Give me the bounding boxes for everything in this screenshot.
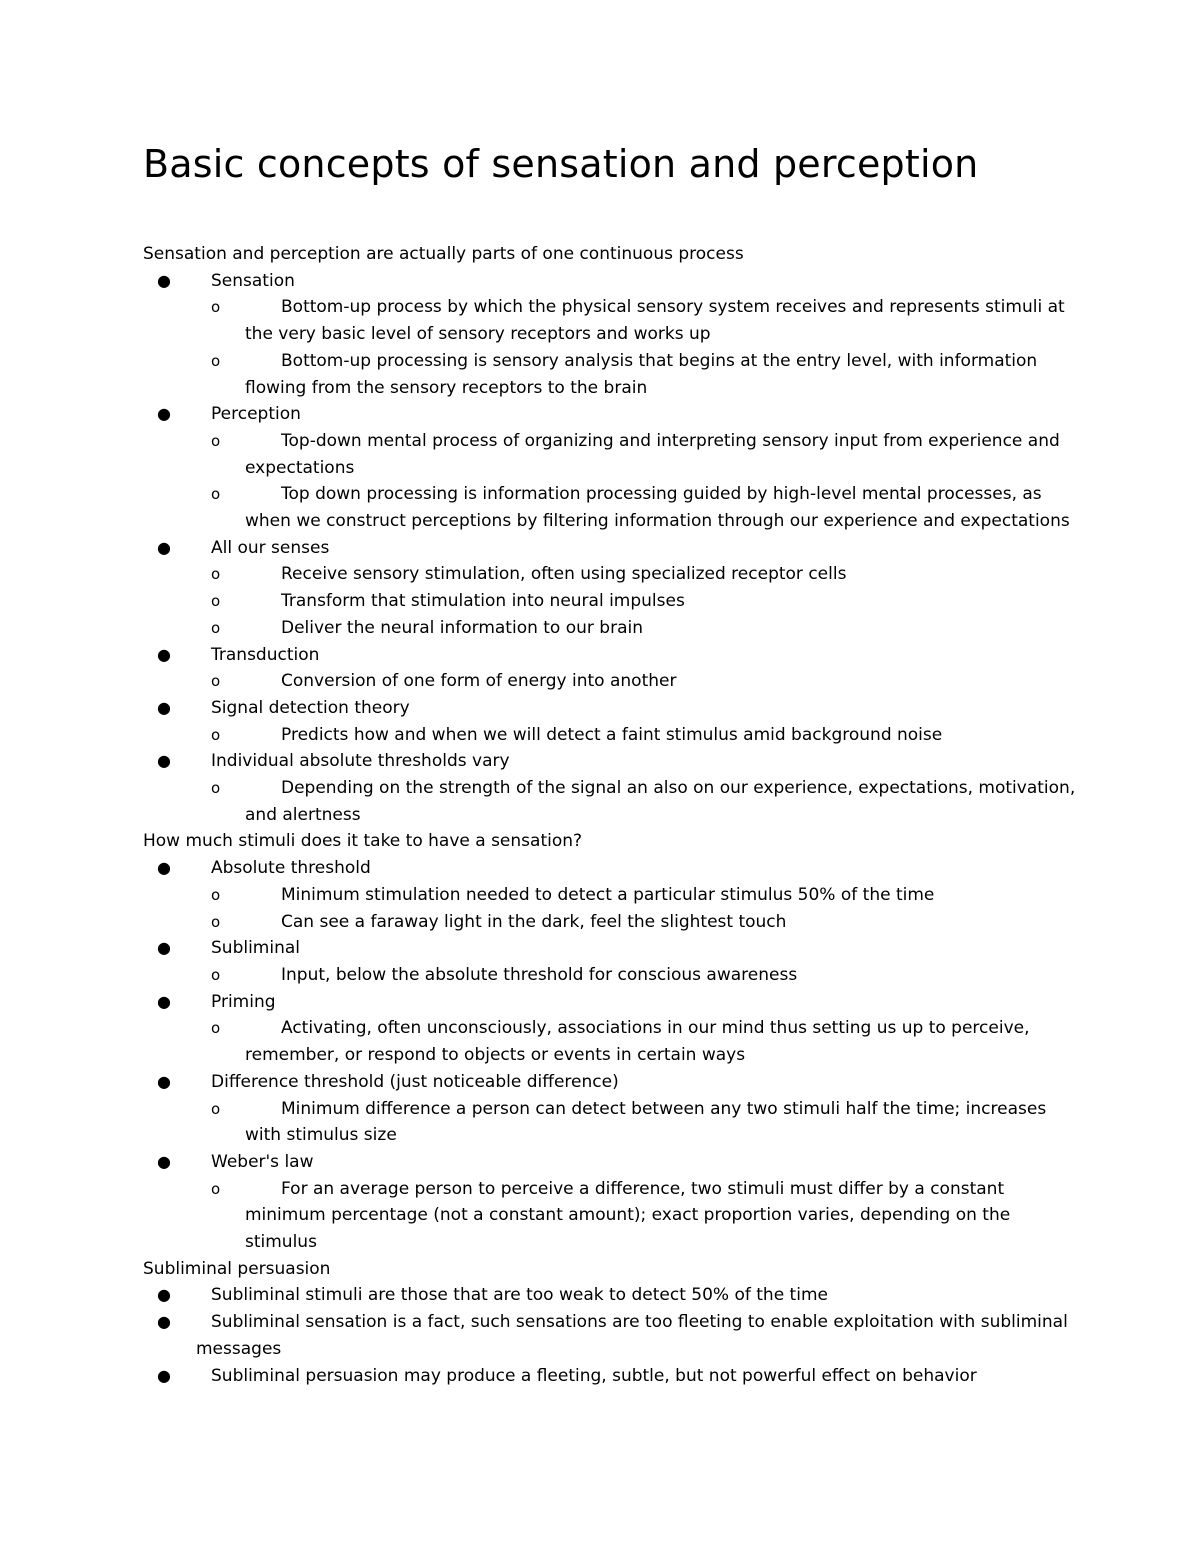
bullet-icon: ● xyxy=(157,858,171,878)
circle-bullet-icon: o xyxy=(211,618,221,637)
sub-item: o Top-down mental process of organizing and interpreting sensory input from experience and expectations xyxy=(211,428,1083,481)
list-item: ● Transduction o Conversion of one form of energy into another xyxy=(143,642,1083,695)
circle-bullet-icon: o xyxy=(211,965,221,984)
circle-bullet-icon: o xyxy=(211,779,221,798)
list-item: ● Subliminal stimuli are those that are too weak to detect 50% of the time xyxy=(143,1282,1083,1309)
list-item: ● Perception o Top-down mental process of organizing and interpreting sensory input from experience and expectations o Top down processing is information processing guided by high-level mental processes, as when we construct perceptions by filtering information through our experience and expectations xyxy=(143,401,1083,535)
bullet-icon: ● xyxy=(157,938,171,958)
bullet-icon: ● xyxy=(157,644,171,664)
document-title: Basic concepts of sensation and perception xyxy=(143,142,979,186)
section-heading: Subliminal persuasion xyxy=(143,1258,331,1279)
sub-item: o Conversion of one form of energy into another xyxy=(211,668,1083,695)
sub-item: o Receive sensory stimulation, often using specialized receptor cells xyxy=(211,561,1083,588)
sub-item: o Activating, often unconsciously, associations in our mind thus setting us up to perceive, remember, or respond to objects or events in certain ways xyxy=(211,1015,1083,1068)
bullet-icon: ● xyxy=(157,537,171,557)
sub-list xyxy=(211,294,1083,401)
list-item: ● Individual absolute thresholds vary o Depending on the strength of the signal an also on our experience, expectations, motivation, and alertness xyxy=(143,748,1083,828)
sub-list xyxy=(211,882,1083,935)
bullet-icon: ● xyxy=(157,1151,171,1171)
bullet-icon: ● xyxy=(157,1365,171,1385)
section-heading: How much stimuli does it take to have a sensation? xyxy=(143,831,583,852)
circle-bullet-icon: o xyxy=(211,1019,221,1038)
list-item: ● Difference threshold (just noticeable difference) o Minimum difference a person can detect between any two stimuli half the time; increases with stimulus size xyxy=(143,1069,1083,1149)
sub-list xyxy=(211,775,1083,828)
circle-bullet-icon: o xyxy=(211,912,221,931)
sub-list xyxy=(211,962,1083,989)
bullet-icon: ● xyxy=(157,270,171,290)
circle-bullet-icon: o xyxy=(211,725,221,744)
list-item: ● Weber's law o For an average person to perceive a difference, two stimuli must differ by a constant minimum percentage (not a constant amount); exact proportion varies, depending on the stimulus xyxy=(143,1149,1083,1256)
circle-bullet-icon: o xyxy=(211,351,221,370)
sub-list xyxy=(211,428,1083,535)
bullet-icon: ● xyxy=(157,1312,171,1332)
list-item: ● Subliminal persuasion may produce a fleeting, subtle, but not powerful effect on behavior xyxy=(143,1363,1083,1390)
sub-list xyxy=(211,722,1083,749)
list-item: ● Subliminal sensation is a fact, such sensations are too fleeting to enable exploitation with subliminal messages xyxy=(143,1309,1083,1362)
sub-list xyxy=(211,561,1083,641)
circle-bullet-icon: o xyxy=(211,431,221,450)
circle-bullet-icon: o xyxy=(211,885,221,904)
bullet-icon: ● xyxy=(157,751,171,771)
bullet-list xyxy=(143,268,1083,829)
list-item: ● Signal detection theory o Predicts how and when we will detect a faint stimulus amid background noise xyxy=(143,695,1083,748)
list-item: ● Sensation o Bottom-up process by which the physical sensory system receives and represents stimuli at the very basic level of sensory receptors and works up o Bottom-up processing is sensory analysis that begins at the entry level, with information flowing from the sensory receptors to the brain xyxy=(143,268,1083,402)
circle-bullet-icon: o xyxy=(211,565,221,584)
sub-item: o Top down processing is information processing guided by high-level mental processes, as when we construct perceptions by filtering information through our experience and expectations xyxy=(211,481,1083,534)
circle-bullet-icon: o xyxy=(211,298,221,317)
list-item: ● Priming o Activating, often unconsciously, associations in our mind thus setting us up to perceive, remember, or respond to objects or events in certain ways xyxy=(143,989,1083,1069)
sub-item: o Minimum stimulation needed to detect a particular stimulus 50% of the time xyxy=(211,882,1083,909)
bullet-list xyxy=(143,1282,1083,1389)
sub-item: o Bottom-up process by which the physical sensory system receives and represents stimuli at the very basic level of sensory receptors and works up xyxy=(211,294,1083,347)
sub-list xyxy=(211,1176,1083,1256)
sub-item: o Deliver the neural information to our brain xyxy=(211,615,1083,642)
circle-bullet-icon: o xyxy=(211,1099,221,1118)
circle-bullet-icon: o xyxy=(211,592,221,611)
sub-list xyxy=(211,668,1083,695)
sub-item: o Predicts how and when we will detect a faint stimulus amid background noise xyxy=(211,722,1083,749)
sub-item: o Depending on the strength of the signal an also on our experience, expectations, motivation, and alertness xyxy=(211,775,1083,828)
circle-bullet-icon: o xyxy=(211,1179,221,1198)
bullet-icon: ● xyxy=(157,1071,171,1091)
list-item: ● All our senses o Receive sensory stimulation, often using specialized receptor cells o Transform that stimulation into neural impulses o Deliver the neural information to our brain xyxy=(143,535,1083,642)
sub-list xyxy=(211,1096,1083,1149)
circle-bullet-icon: o xyxy=(211,485,221,504)
bullet-icon: ● xyxy=(157,1285,171,1305)
sub-list xyxy=(211,1015,1083,1068)
sub-item: o Can see a faraway light in the dark, feel the slightest touch xyxy=(211,909,1083,936)
list-item: ● Subliminal o Input, below the absolute threshold for conscious awareness xyxy=(143,935,1083,988)
bullet-icon: ● xyxy=(157,404,171,424)
sub-item: o For an average person to perceive a difference, two stimuli must differ by a constant minimum percentage (not a constant amount); exact proportion varies, depending on the stimulus xyxy=(211,1176,1083,1256)
sub-item: o Transform that stimulation into neural impulses xyxy=(211,588,1083,615)
sub-item: o Minimum difference a person can detect between any two stimuli half the time; increases with stimulus size xyxy=(211,1096,1083,1149)
bullet-icon: ● xyxy=(157,697,171,717)
sub-item: o Input, below the absolute threshold for conscious awareness xyxy=(211,962,1083,989)
document-body xyxy=(143,241,1083,1389)
circle-bullet-icon: o xyxy=(211,672,221,691)
bullet-icon: ● xyxy=(157,991,171,1011)
section-heading: Sensation and perception are actually parts of one continuous process xyxy=(143,244,744,264)
sub-item: o Bottom-up processing is sensory analysis that begins at the entry level, with information flowing from the sensory receptors to the brain xyxy=(211,348,1083,401)
bullet-list xyxy=(143,855,1083,1256)
list-item: ● Absolute threshold o Minimum stimulation needed to detect a particular stimulus 50% of the time o Can see a faraway light in the dark, feel the slightest touch xyxy=(143,855,1083,935)
